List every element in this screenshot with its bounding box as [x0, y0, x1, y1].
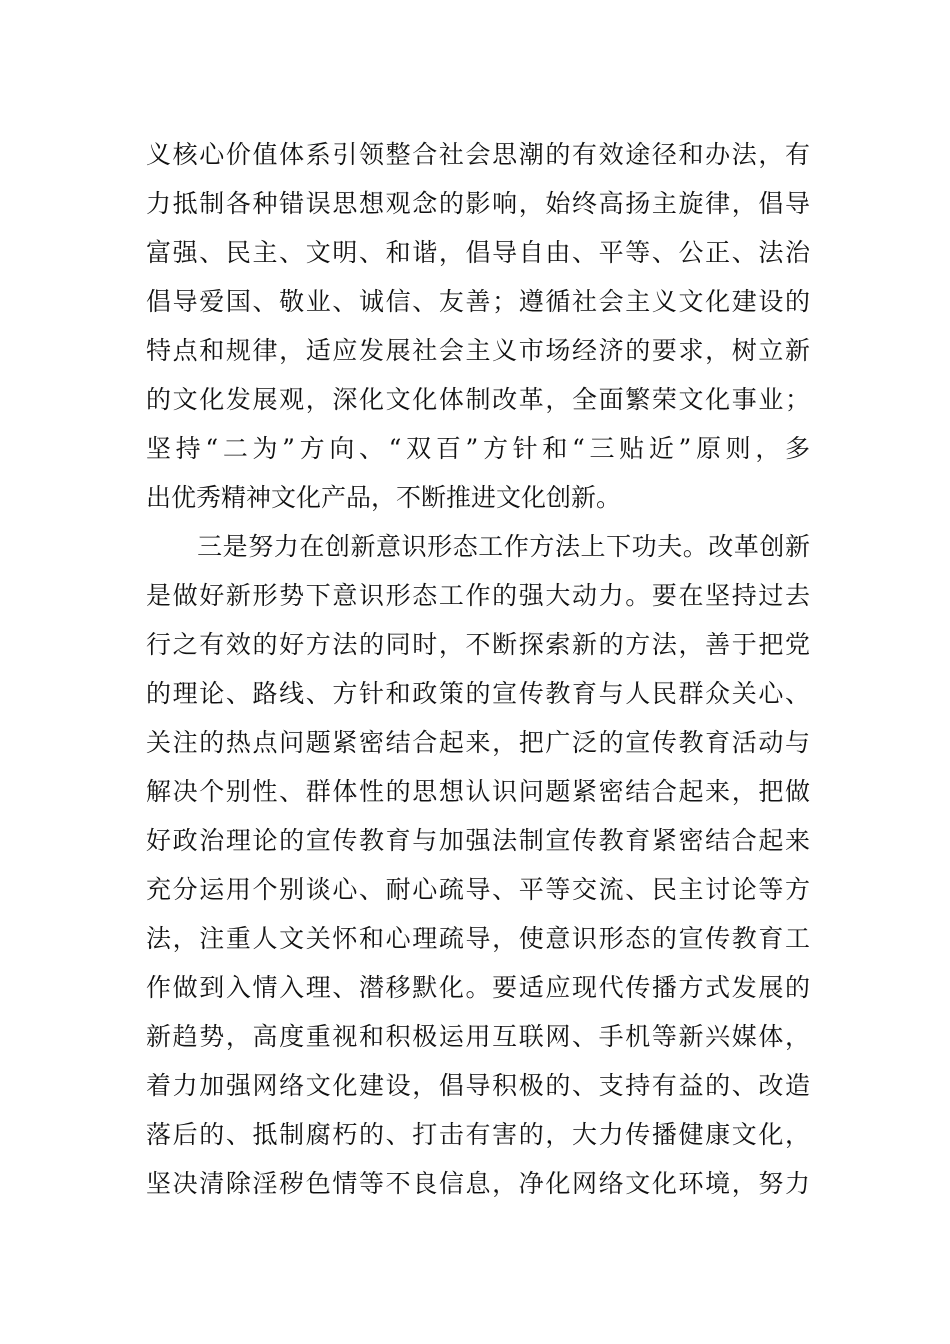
text-line: 的文化发展观，深化文化体制改革，全面繁荣文化事业；	[146, 385, 810, 414]
text-line: 行之有效的好方法的同时，不断探索新的方法，善于把党	[146, 630, 810, 659]
body-text	[146, 130, 810, 1208]
text-line: 落后的、抵制腐朽的、打击有害的，大力传播健康文化，	[146, 1120, 810, 1149]
text-line: 义核心价值体系引领整合社会思潮的有效途径和办法，有	[146, 140, 810, 169]
text-line: 力抵制各种错误思想观念的影响，始终高扬主旋律，倡导	[146, 189, 810, 218]
text-line: 的理论、路线、方针和政策的宣传教育与人民群众关心、	[146, 679, 810, 708]
text-line: 着力加强网络文化建设，倡导积极的、支持有益的、改造	[146, 1071, 810, 1100]
text-line: 三是努力在创新意识形态工作方法上下功夫。改革创新	[146, 532, 810, 561]
text-line: 坚持“二为”方向、“双百”方针和“三贴近”原则，多	[146, 434, 810, 463]
text-line: 倡导爱国、敬业、诚信、友善；遵循社会主义文化建设的	[146, 287, 810, 316]
text-line: 关注的热点问题紧密结合起来，把广泛的宣传教育活动与	[146, 728, 810, 757]
text-line: 新趋势，高度重视和积极运用互联网、手机等新兴媒体，	[146, 1022, 810, 1051]
text-line: 好政治理论的宣传教育与加强法制宣传教育紧密结合起来	[146, 826, 810, 855]
paragraph-1	[146, 130, 810, 522]
text-line: 是做好新形势下意识形态工作的强大动力。要在坚持过去	[146, 581, 810, 610]
text-line: 作做到入情入理、潜移默化。要适应现代传播方式发展的	[146, 973, 810, 1002]
text-line: 充分运用个别谈心、耐心疏导、平等交流、民主讨论等方	[146, 875, 810, 904]
text-line: 富强、民主、文明、和谐，倡导自由、平等、公正、法治	[146, 238, 810, 267]
text-line: 特点和规律，适应发展社会主义市场经济的要求，树立新	[146, 336, 810, 365]
paragraph-2	[146, 522, 810, 1208]
text-line: 解决个别性、群体性的思想认识问题紧密结合起来，把做	[146, 777, 810, 806]
text-line: 法，注重人文关怀和心理疏导，使意识形态的宣传教育工	[146, 924, 810, 953]
text-line: 坚决清除淫秽色情等不良信息，净化网络文化环境，努力	[146, 1169, 810, 1198]
text-line: 出优秀精神文化产品，不断推进文化创新。	[146, 483, 622, 512]
